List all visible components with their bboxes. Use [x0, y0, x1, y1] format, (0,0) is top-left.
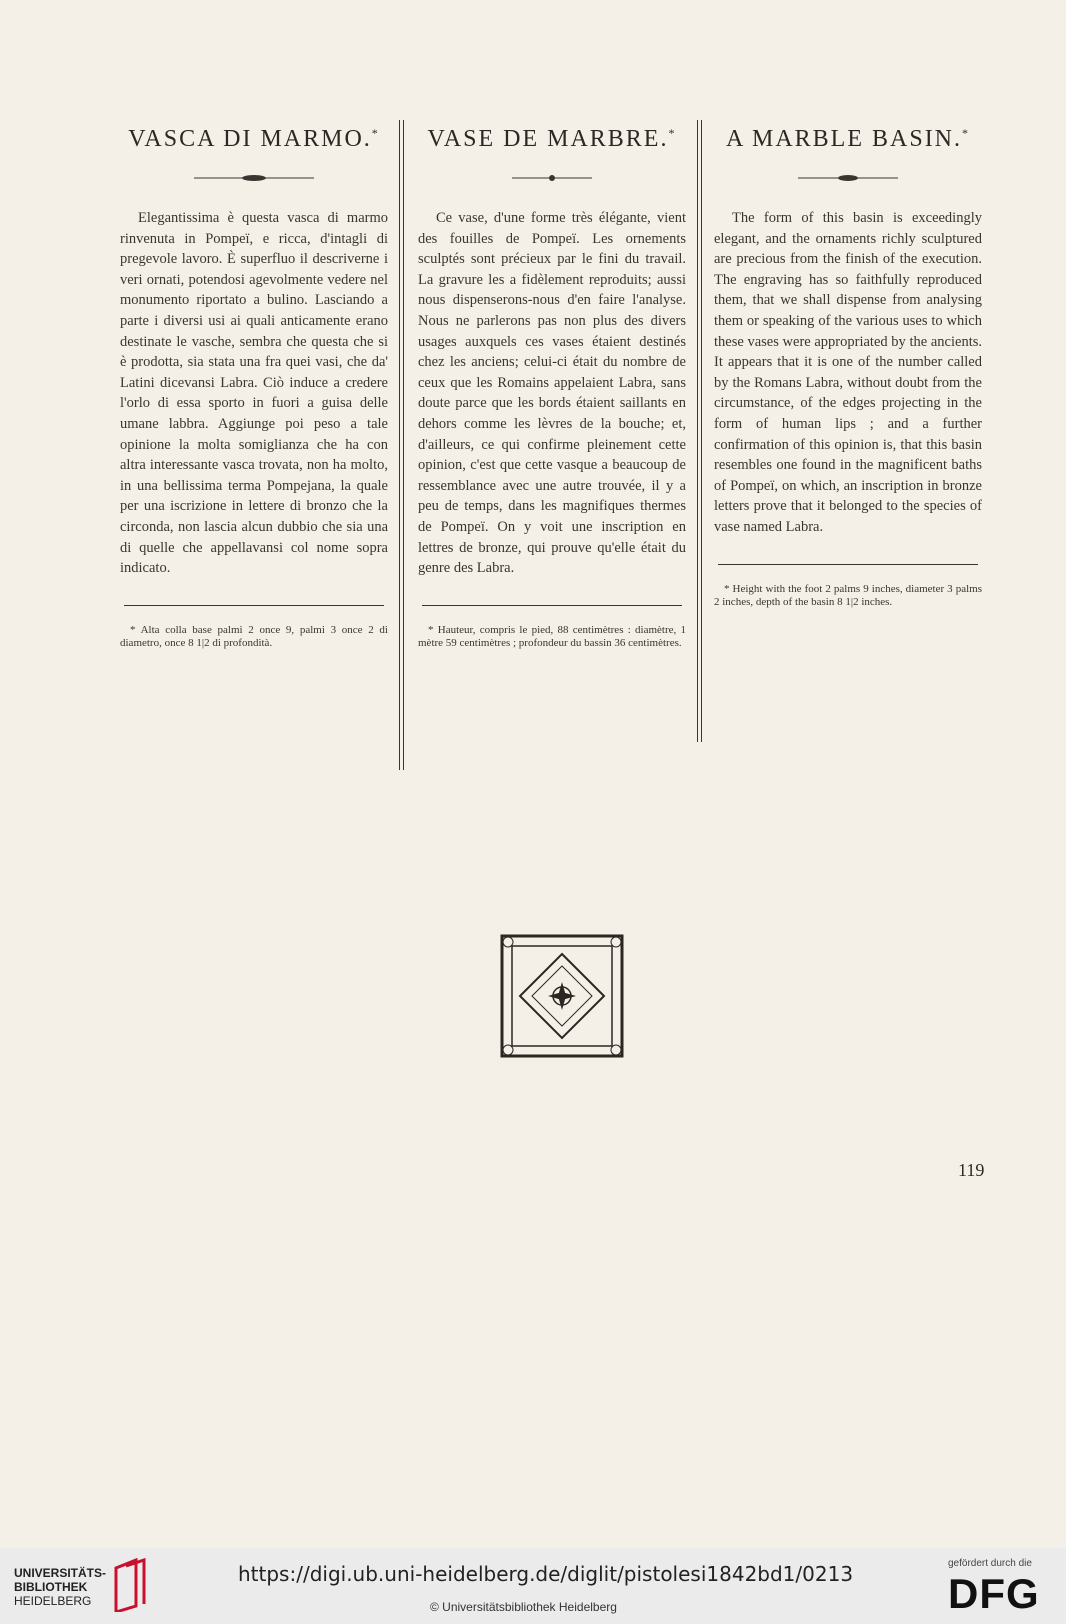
footnote-rule	[718, 564, 978, 565]
library-name: UNIVERSITÄTS- BIBLIOTHEK HEIDELBERG	[14, 1566, 107, 1608]
funding-note: gefördert durch die	[948, 1558, 1032, 1569]
footnote: * Hauteur, compris le pied, 88 centimètres : diamètre, 1 mètre 59 centimètres ; profondeur du bassin 36 centimètres.	[418, 623, 686, 649]
column-divider	[701, 120, 702, 742]
footnote: * Alta colla base palmi 2 once 9, palmi 3 once 2 di diametro, once 8 1|2 di profondità.	[120, 623, 388, 649]
column-title: VASE DE MARBRE.*	[427, 126, 677, 152]
column-divider	[399, 120, 400, 770]
library-logo-icon	[112, 1558, 148, 1612]
copyright-notice: © Universitätsbibliothek Heidelberg	[430, 1600, 617, 1614]
italian-column	[120, 120, 388, 650]
footnote-rule	[124, 605, 384, 606]
title-ornament	[798, 174, 898, 182]
title-ornament	[512, 174, 592, 182]
page-number: 119	[958, 1160, 985, 1180]
footnote-rule	[422, 605, 682, 606]
footnote: * Height with the foot 2 palms 9 inches, diameter 3 palms 2 inches, depth of the basin 8 1|2 inches.	[714, 582, 982, 608]
column-divider	[697, 120, 698, 742]
dfg-logo: DFG	[948, 1570, 1040, 1617]
column-title: A MARBLE BASIN.*	[725, 126, 971, 152]
column-divider	[403, 120, 404, 770]
column-title: VASCA DI MARMO.*	[128, 126, 380, 152]
column-body-text: Ce vase, d'une forme très élégante, vient des fouilles de Pompeï. Les ornements sculptés sont précieux par le fini du travail. La gravure les a fidèlement reproduits; aussi nous dispenserons-nous d'en faire l'analyse. Nous ne parlerons pas non plus des divers usages auxquels ces vases étaient destinés chez les anciens; celui-ci était du nombre de ceux que les Romains appelaient Labra, sans doute parce que les bords étaient saillants en dehors comme les lèvres de la bouche; et, d'ailleurs, ce qui confirme pleinement cette opinion, c'est que cette vasque a beaucoup de ressemblance avec une autre trouvée, il y a peu de temps, dans les magnifiques thermes de Pompeï. On y voit une inscription en lettres de bronze, qui prouve qu'elle était du genre des Labra.	[418, 210, 686, 577]
column-body-text: The form of this basin is exceedingly elegant, and the ornaments richly sculptured are precious from the finish of the execution. The engraving has so faithfully reproduced them, that we shall dispense from analysing them or speaking of the various uses to which these vases were appropriated by the ancients. It appears that it is one of the number called by the Romans Labra, without doubt from the circumstance, of the edges projecting in the form of human lips ; and a further confirmation of this opinion is, that this basin resembles one found in the magnificent baths of Pompeï, on which, an inscription in bronze letters prove that it belonged to the species of vase named Labra.	[714, 210, 982, 535]
english-column	[714, 120, 982, 609]
column-body-text: Elegantissima è questa vasca di marmo rinvenuta in Pompeï, e ricca, d'intagli di pregevole lavoro. È superfluo il descriverne i veri ornati, potendosi agevolmente vedere nel monumento riportato a bulino. Lasciando a parte i diversi usi ai quali anticamente erano destinate le vasche, sembra che questa che si è prodotta, sia stata una fra quei vasi, che da' Latini dicevansi Labra. Ciò induce a credere l'orlo di essa sporto in fuori a guisa delle umane labbra. Aggiunge poi peso a tale opinione la molta somiglianza che ha con altra interessante vasca trovata, non ha molto, in una bellissima terma Pompejana, la quale per una iscrizione in lettere di bronzo che la circonda, non lascia alcun dubbio che sia una di quelle che appellavansi col nome sopra indicato.	[120, 210, 388, 577]
permalink-url[interactable]: https://digi.ub.uni-heidelberg.de/diglit/pistolesi1842bd1/0213	[238, 1562, 854, 1586]
decorative-emblem	[498, 932, 626, 1060]
viewer-footer	[0, 1548, 1066, 1624]
french-column	[418, 120, 686, 650]
title-ornament	[194, 174, 314, 182]
